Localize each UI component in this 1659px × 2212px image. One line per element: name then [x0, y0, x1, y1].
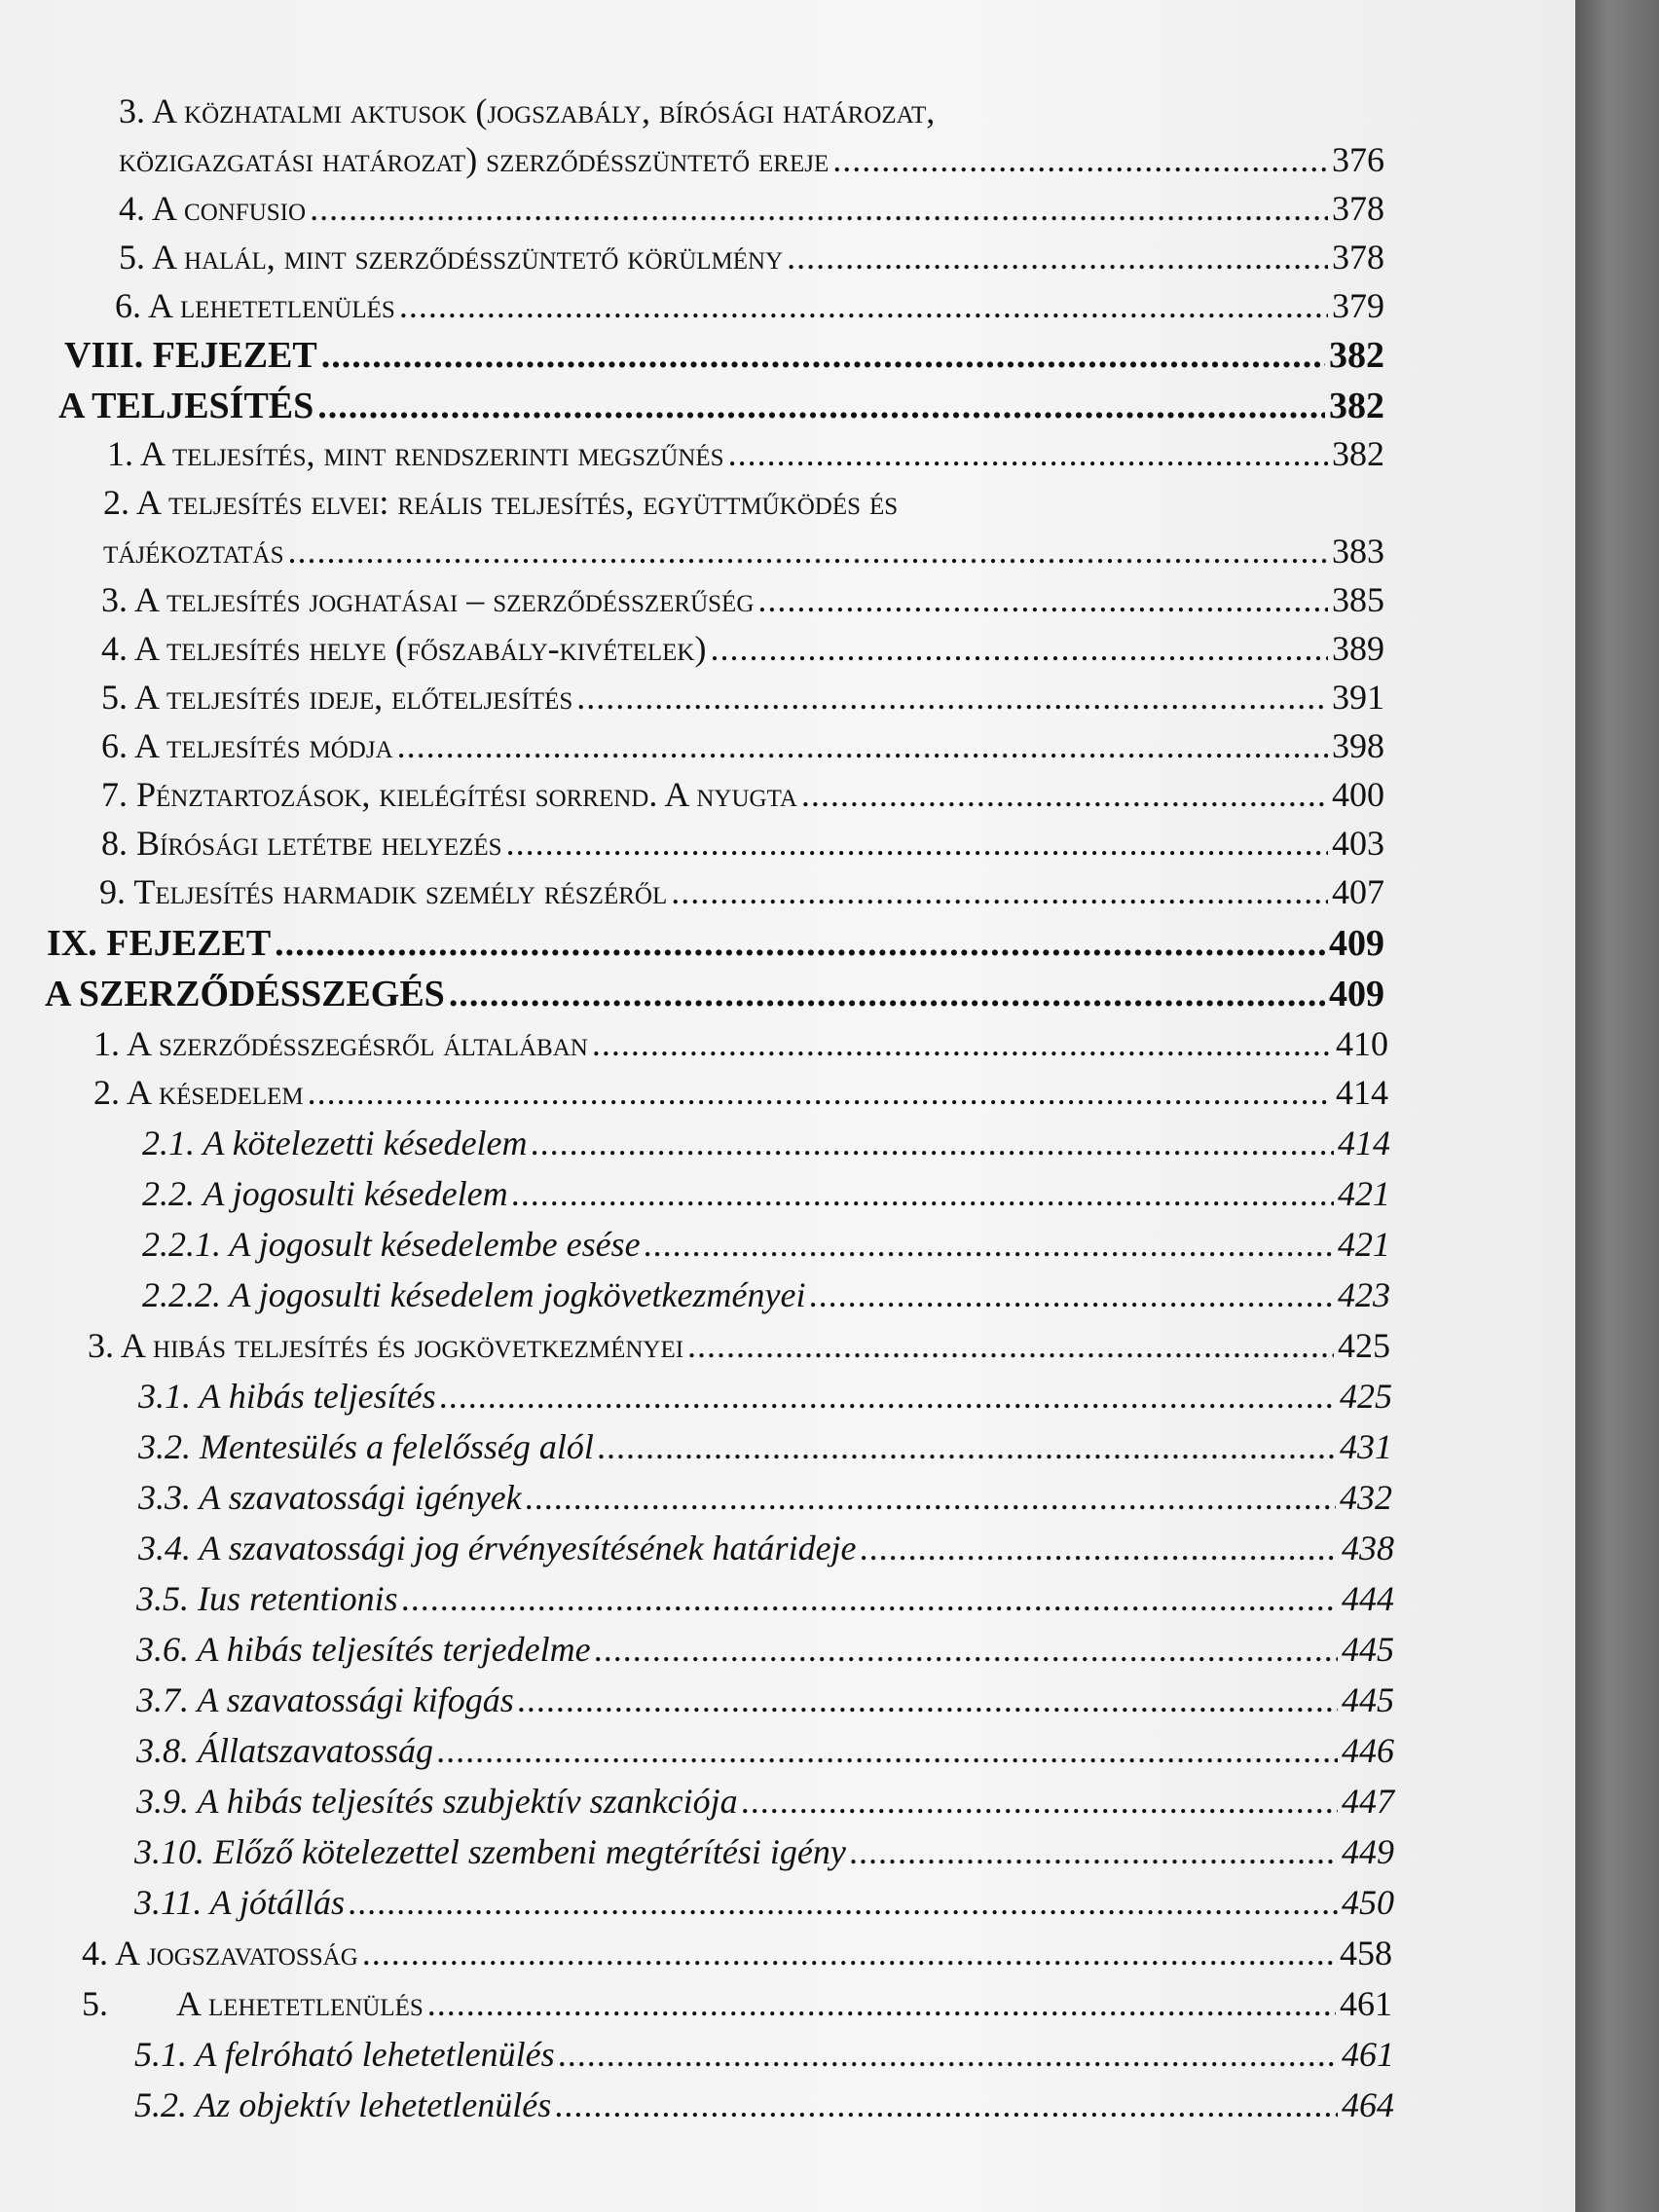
toc-subentry [134, 2087, 1394, 2122]
toc-page-number: 461 [1340, 1984, 1392, 2023]
leader-dots [787, 240, 1328, 275]
toc-subentry [138, 1480, 1392, 1515]
toc-chapter-label: A SZERZŐDÉSSZEGÉS [45, 974, 445, 1014]
toc-entry-label: 7. Pénztartozások, kielégítési sorrend. A nyugta [101, 775, 797, 814]
toc-page-number: 382 [1332, 434, 1384, 473]
toc-entry [88, 1328, 1390, 1363]
toc-subentry [136, 1733, 1394, 1768]
toc-subentry [134, 1834, 1394, 1869]
toc-subentry-label: 3.3. A szavatossági igények [138, 1478, 522, 1517]
toc-entry-label: 3. A hibás teljesítés és jogkövetkezményei [88, 1326, 684, 1365]
toc-entry-label: 4. A teljesítés helye (főszabály-kivételek) [101, 629, 707, 668]
toc-subentry-label: 3.5. Ius retentionis [136, 1579, 398, 1618]
toc-chapter [58, 387, 1384, 424]
toc-chapter-label: IX. FEJEZET [47, 923, 272, 964]
toc-subentry [142, 1125, 1390, 1161]
toc-subentry [136, 1632, 1394, 1667]
toc-entry-label [82, 1986, 424, 2021]
toc-entry [93, 1026, 1388, 1061]
leader-dots [397, 728, 1328, 763]
toc-page-number: 445 [1342, 1680, 1394, 1719]
toc-subentry-label: 3.9. A hibás teljesítés szubjektív szankciója [136, 1782, 738, 1821]
toc-entry [101, 582, 1384, 617]
toc-line-continued: 2. A teljesítés elvei: reális teljesítés, együttműködés és [103, 483, 899, 522]
toc-entry-label: 6. A lehetetlenülés [115, 286, 395, 325]
toc-page-number: 425 [1340, 1377, 1392, 1416]
toc-page-number: 376 [1332, 140, 1384, 179]
toc-entry-label: 4. A confusio [119, 189, 307, 228]
toc-entry-label: 2. A késedelem [93, 1073, 304, 1112]
leader-dots [710, 631, 1328, 666]
leader-dots [321, 337, 1325, 374]
toc-entry-label: 1. A teljesítés, mint rendszerinti megszűnés [107, 434, 724, 473]
toc-page-number: 382 [1329, 335, 1384, 376]
leader-dots [349, 1885, 1338, 1920]
leader-dots [645, 1227, 1334, 1262]
leader-dots [440, 1379, 1336, 1414]
toc-entry-label: 4. A jogszavatosság [82, 1934, 358, 1972]
leader-dots [308, 1075, 1332, 1110]
toc-subentry [134, 2037, 1394, 2072]
toc-subentry [138, 1429, 1392, 1464]
toc-subentry-label: 2.2. A jogosulti késedelem [142, 1174, 508, 1213]
toc-page-number: 421 [1338, 1174, 1390, 1213]
toc-entry [82, 1986, 1392, 2021]
toc-entry [101, 777, 1384, 812]
toc-subentry-label: 3.10. Előző kötelezettel szembeni megtérítési igény [134, 1832, 846, 1871]
toc-page-number: 410 [1336, 1024, 1388, 1063]
toc-subentry-label: 3.8. Állatszavatosság [136, 1731, 434, 1770]
toc-subentry [138, 1530, 1394, 1566]
toc-page-number: 445 [1342, 1630, 1394, 1669]
toc-entry-label: közigazgatási határozat) szerződésszüntető ereje [119, 140, 830, 179]
toc-subentry-label: 3.11. A jótállás [134, 1883, 346, 1922]
toc-page-number: 409 [1329, 923, 1384, 964]
toc-chapter-label: VIII. FEJEZET [64, 335, 317, 376]
leader-dots [512, 1176, 1334, 1211]
leader-dots [861, 1530, 1338, 1566]
toc-page-number: 425 [1338, 1326, 1390, 1365]
toc-entry-label: 8. Bírósági letétbe helyezés [101, 824, 502, 863]
toc-subentry-label: 2.2.2. A jogosulti késedelem jogkövetkezményei [142, 1275, 806, 1314]
leader-dots [362, 1936, 1336, 1971]
toc-line-continued: 3. A közhatalmi aktusok (jogszabály, bírósági határozat, [119, 92, 936, 130]
leader-dots [595, 1632, 1338, 1667]
toc-page-number: 379 [1332, 286, 1384, 325]
toc-page-number: 447 [1342, 1782, 1394, 1821]
toc-entry-label: 5. A halál, mint szerződésszüntető körülmény [119, 238, 784, 276]
toc-entry [115, 288, 1384, 323]
toc-page-number: 438 [1342, 1529, 1394, 1567]
leader-dots [437, 1733, 1338, 1768]
toc-page-number: 446 [1342, 1731, 1394, 1770]
leader-dots [526, 1480, 1336, 1515]
toc-page-number: 449 [1342, 1832, 1394, 1871]
toc-subentry-label: 3.1. A hibás teljesítés [138, 1377, 436, 1416]
toc-subentry-label: 3.6. A hibás teljesítés terjedelme [136, 1630, 591, 1669]
leader-dots [809, 1277, 1334, 1312]
toc-entry-label: 6. A teljesítés módja [101, 726, 393, 765]
toc-chapter-label: A TELJESÍTÉS [58, 386, 314, 426]
toc-page-number: 382 [1329, 386, 1384, 426]
toc-page-number: 389 [1332, 629, 1384, 668]
toc-subentry [142, 1176, 1390, 1211]
toc-page-number: 423 [1338, 1275, 1390, 1314]
leader-dots [427, 1986, 1336, 2021]
toc-page-number: 378 [1332, 189, 1384, 228]
toc-page-number: 450 [1342, 1883, 1394, 1922]
toc-subentry [142, 1277, 1390, 1312]
toc-subentry-label: 3.4. A szavatossági jog érvényesítésének határideje [138, 1529, 857, 1567]
leader-dots [559, 2037, 1338, 2072]
toc-subentry [142, 1227, 1390, 1262]
toc-subentry-label: 3.2. Mentesülés a felelősség alól [138, 1427, 594, 1466]
leader-dots [757, 582, 1328, 617]
toc-subentry-label: 3.7. A szavatossági kifogás [136, 1680, 514, 1719]
leader-dots [687, 1328, 1334, 1363]
toc-chapter [45, 976, 1384, 1013]
toc-entry [101, 631, 1384, 666]
toc-page-number: 464 [1342, 2085, 1394, 2124]
toc-entry [101, 728, 1384, 763]
toc-entry-title: A lehetetlenülés [176, 1984, 424, 2023]
leader-dots [592, 1026, 1332, 1061]
toc-entry [99, 874, 1384, 909]
toc-page-number: 385 [1332, 580, 1384, 619]
leader-dots [310, 191, 1328, 226]
toc-page-number: 378 [1332, 238, 1384, 276]
toc-entry [119, 191, 1384, 226]
leader-dots [728, 436, 1328, 471]
leader-dots [832, 142, 1328, 177]
toc-entry-label: 3. A teljesítés joghatásai – szerződésszerűség [101, 580, 755, 619]
toc-entry [101, 826, 1384, 861]
toc-entry-label: 1. A szerződésszegésről általában [93, 1024, 588, 1063]
leader-dots [555, 2087, 1338, 2122]
leader-dots [598, 1429, 1336, 1464]
toc-page-number: 400 [1332, 775, 1384, 814]
leader-dots [576, 680, 1328, 715]
toc-subentry [136, 1682, 1394, 1717]
toc-entry-label: 9. Teljesítés harmadik személy részéről [99, 872, 668, 911]
toc-entry-number: 5. [82, 1984, 108, 2023]
leader-dots [399, 288, 1328, 323]
toc-page-number: 432 [1340, 1478, 1392, 1517]
toc-entry [107, 436, 1384, 471]
toc-page-number: 458 [1340, 1934, 1392, 1972]
leader-dots [402, 1581, 1338, 1616]
toc-page-number: 421 [1338, 1225, 1390, 1264]
toc-chapter [64, 337, 1384, 374]
toc-page-number: 398 [1332, 726, 1384, 765]
toc-subentry-label: 5.2. Az objektív lehetetlenülés [134, 2085, 552, 2124]
leader-dots [317, 387, 1325, 424]
toc-page-number: 414 [1338, 1124, 1390, 1162]
page-edge-shadow [1575, 0, 1659, 2212]
toc-subentry-label: 5.1. A felróható lehetetlenülés [134, 2035, 555, 2074]
leader-dots [532, 1125, 1334, 1161]
toc-entry [119, 142, 1384, 177]
toc-page-number: 409 [1329, 974, 1384, 1014]
leader-dots [801, 777, 1328, 812]
toc-page-number: 403 [1332, 824, 1384, 863]
leader-dots [275, 925, 1325, 962]
toc-entry [82, 1936, 1392, 1971]
toc-subentry [134, 1885, 1394, 1920]
toc-entry [119, 240, 1384, 275]
toc-subentry [136, 1581, 1394, 1616]
toc-page-number: 383 [1332, 532, 1384, 571]
toc-entry [103, 534, 1384, 569]
toc-page-number: 431 [1340, 1427, 1392, 1466]
toc-subentry-label: 2.1. A kötelezetti késedelem [142, 1124, 528, 1162]
toc-entry-label: tájékoztatás [103, 532, 284, 571]
toc-entry [93, 1075, 1388, 1110]
toc-entry-label: 5. A teljesítés ideje, előteljesítés [101, 678, 573, 717]
leader-dots [742, 1784, 1338, 1819]
toc-page-number: 461 [1342, 2035, 1394, 2074]
toc-page-number: 414 [1336, 1073, 1388, 1112]
toc-subentry [138, 1379, 1392, 1414]
toc-chapter [47, 925, 1384, 962]
toc-page-number: 444 [1342, 1579, 1394, 1618]
leader-dots [449, 976, 1325, 1013]
toc-subentry [136, 1784, 1394, 1819]
leader-dots [518, 1682, 1338, 1717]
leader-dots [671, 874, 1328, 909]
toc-page-number: 407 [1332, 872, 1384, 911]
toc-subentry-label: 2.2.1. A jogosult késedelembe esése [142, 1225, 641, 1264]
toc-page-number: 391 [1332, 678, 1384, 717]
leader-dots [506, 826, 1328, 861]
toc-entry [101, 680, 1384, 715]
leader-dots [850, 1834, 1338, 1869]
leader-dots [288, 534, 1329, 569]
